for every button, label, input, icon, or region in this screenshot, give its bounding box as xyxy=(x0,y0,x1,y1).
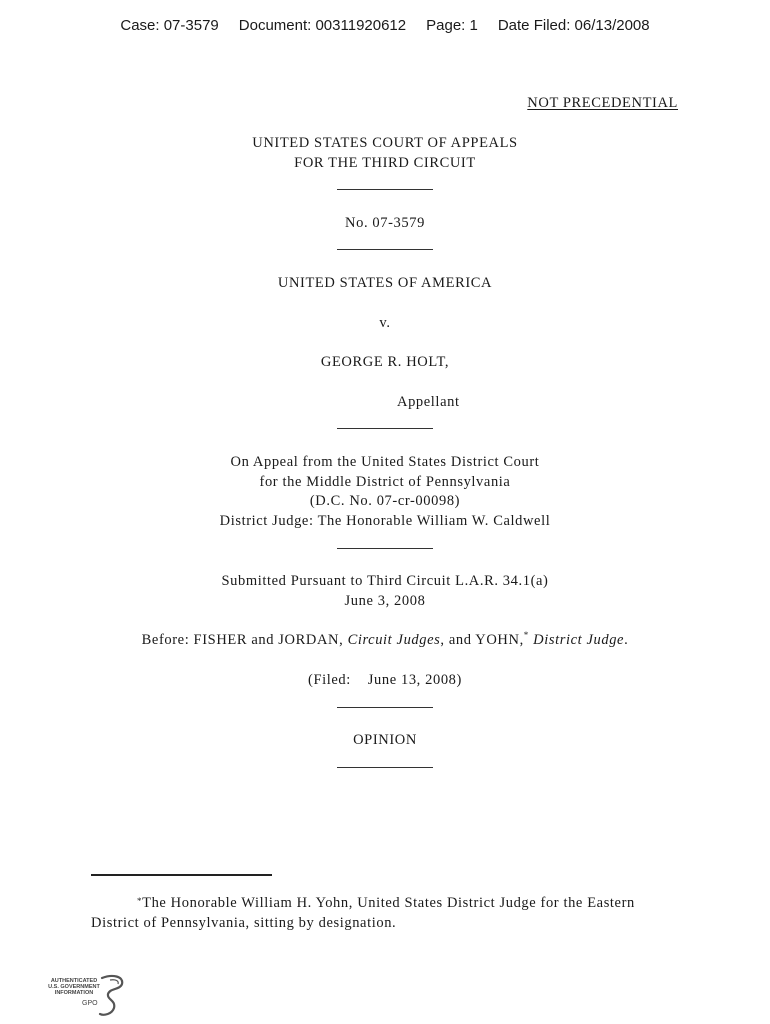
gpo-authenticated-logo xyxy=(44,972,130,1018)
court-name-line2: FOR THE THIRD CIRCUIT xyxy=(294,154,476,171)
submission-date: June 3, 2008 xyxy=(344,592,426,609)
separator-rule xyxy=(337,189,433,190)
submission-info xyxy=(0,572,770,611)
filed-date: (Filed: June 13, 2008) xyxy=(308,672,462,688)
submission-line: Submitted Pursuant to Third Circuit L.A.R. 34.1(a) xyxy=(221,573,549,589)
panel-middle: , and YOHN, xyxy=(440,632,524,648)
gpo-logo-text xyxy=(44,978,104,996)
court-name xyxy=(0,134,770,173)
separator-rule xyxy=(337,428,433,429)
footnote xyxy=(91,893,671,933)
appeal-info xyxy=(0,453,770,531)
docket-header xyxy=(0,17,770,34)
appeal-line1: On Appeal from the United States District Court xyxy=(230,454,540,470)
footnote-marker: * xyxy=(523,630,529,640)
panel-suffix: . xyxy=(624,632,629,648)
panel-prefix: Before: FISHER and JORDAN, xyxy=(141,632,348,648)
circuit-judges-label: Circuit Judges xyxy=(347,632,441,648)
gpo-logo-line1: AUTHENTICATED xyxy=(50,978,98,984)
not-precedential-label: NOT PRECEDENTIAL xyxy=(527,95,678,111)
plaintiff-name: UNITED STATES OF AMERICA xyxy=(277,275,493,291)
defendant-name: GEORGE R. HOLT, xyxy=(320,354,450,370)
versus-label: v. xyxy=(379,315,391,331)
gpo-logo-line2: U.S. GOVERNMENT xyxy=(48,984,100,990)
appeal-docket: (D.C. No. 07-cr-00098) xyxy=(309,493,461,509)
footnote-separator xyxy=(91,874,272,876)
case-number: No. 07-3579 xyxy=(345,215,425,231)
district-judge: District Judge: The Honorable William W. Caldwell xyxy=(219,512,551,529)
footnote-line2: District of Pennsylvania, sitting by designation. xyxy=(91,915,397,931)
court-name-line1: UNITED STATES COURT OF APPEALS xyxy=(252,135,518,151)
separator-rule xyxy=(337,767,433,768)
document-number-header: Document: 00311920612 xyxy=(238,17,407,34)
appellant-label: Appellant xyxy=(397,394,460,410)
eagle-icon xyxy=(98,974,128,1018)
opinion-heading: OPINION xyxy=(353,732,417,748)
case-number-header: Case: 07-3579 xyxy=(120,17,219,34)
separator-rule xyxy=(337,249,433,250)
appeal-line2: for the Middle District of Pennsylvania xyxy=(259,473,511,490)
gpo-logo-mark: GPO xyxy=(82,1000,98,1007)
page-number-header: Page: 1 xyxy=(426,17,478,34)
date-filed-header: Date Filed: 06/13/2008 xyxy=(497,17,650,34)
district-judge-label: District Judge xyxy=(528,632,625,648)
footnote-line1: The Honorable William H. Yohn, United States District Judge for the Eastern xyxy=(142,895,635,911)
separator-rule xyxy=(337,707,433,708)
panel-line xyxy=(0,632,770,649)
separator-rule xyxy=(337,548,433,549)
footnote-marker: * xyxy=(137,896,143,906)
gpo-logo-line3: INFORMATION xyxy=(54,990,94,996)
